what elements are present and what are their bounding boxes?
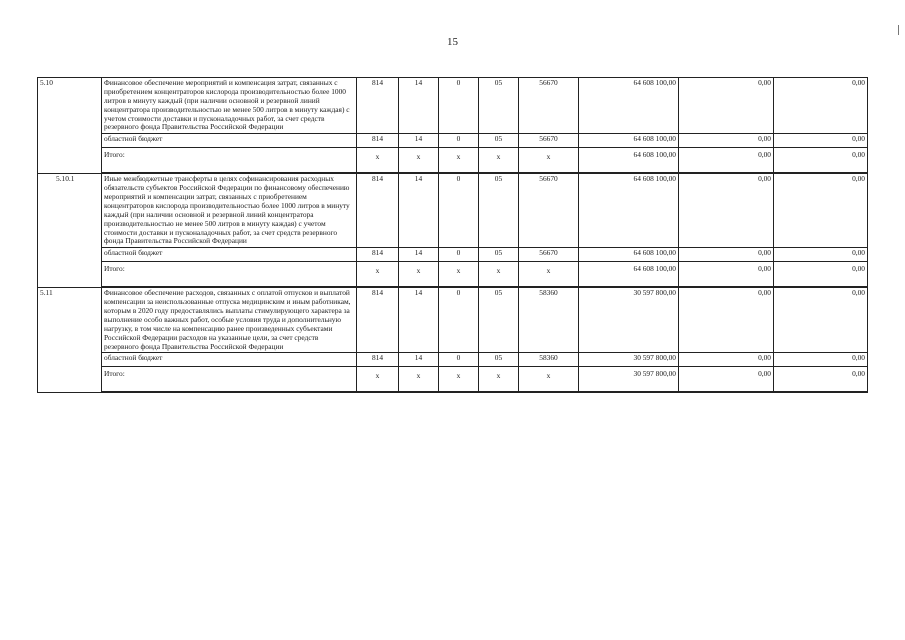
row-description: Итого:	[102, 262, 357, 288]
table-row	[38, 353, 868, 367]
budget-table	[37, 77, 868, 393]
cell-amount-2: 0,00	[679, 287, 774, 353]
cell-code-5: x	[519, 262, 579, 288]
table-row	[38, 173, 868, 248]
row-description: Финансовое обеспечение мероприятий и компенсация затрат, связанных с приобретением концентраторов кислорода производительностью более 1000 литров в минуту каждый (при наличии основной и резервной линий концентратора производительностью не менее 500 литров в минуту каждая) с учетом стоимости доставки и пусконаладочных работ, за счет средств резервного фонда Правительства Российской Федерации	[102, 78, 357, 134]
cell-amount-1: 30 597 800,00	[579, 353, 679, 367]
cell-code-1: 814	[357, 353, 399, 367]
cell-amount-2: 0,00	[679, 248, 774, 262]
cell-code-3: x	[439, 367, 479, 393]
cell-code-2: 14	[399, 287, 439, 353]
cell-amount-2: 0,00	[679, 367, 774, 393]
cell-amount-3: 0,00	[774, 134, 868, 148]
cell-code-1: 814	[357, 173, 399, 248]
cell-amount-2: 0,00	[679, 78, 774, 134]
cell-code-4: x	[479, 367, 519, 393]
cell-amount-3: 0,00	[774, 367, 868, 393]
cell-code-3: 0	[439, 173, 479, 248]
row-description: областной бюджет	[102, 353, 357, 367]
table-row	[38, 367, 868, 393]
cell-code-5: x	[519, 367, 579, 393]
cell-amount-2: 0,00	[679, 134, 774, 148]
cell-code-4: 05	[479, 287, 519, 353]
cell-code-1: 814	[357, 134, 399, 148]
row-description: Итого:	[102, 367, 357, 393]
cell-code-5: 58360	[519, 287, 579, 353]
table-row	[38, 78, 868, 134]
cell-code-3: 0	[439, 287, 479, 353]
page-number: 15	[447, 36, 458, 48]
cell-amount-1: 30 597 800,00	[579, 287, 679, 353]
table-row	[38, 148, 868, 174]
cell-code-2: x	[399, 148, 439, 174]
cell-amount-2: 0,00	[679, 173, 774, 248]
cell-amount-2: 0,00	[679, 353, 774, 367]
cell-code-2: 14	[399, 78, 439, 134]
edge-mark	[898, 25, 899, 35]
cell-code-2: x	[399, 262, 439, 288]
cell-code-2: 14	[399, 134, 439, 148]
cell-amount-2: 0,00	[679, 148, 774, 174]
row-description: областной бюджет	[102, 134, 357, 148]
cell-code-1: x	[357, 367, 399, 393]
row-description: областной бюджет	[102, 248, 357, 262]
cell-amount-3: 0,00	[774, 173, 868, 248]
cell-amount-1: 64 608 100,00	[579, 134, 679, 148]
cell-code-5: 56670	[519, 78, 579, 134]
cell-code-4: 05	[479, 134, 519, 148]
row-description: Финансовое обеспечение расходов, связанных с оплатой отпусков и выплатой компенсации за неиспользованные отпуска медицинским и иным работникам, которым в 2020 году предоставлялись выплаты стимулирующего характера за выполнение особо важных работ, особые условия труда и дополнительную нагрузку, в том числе на компенсацию ранее произведенных субъектами Российской Федерации расходов на указанные цели, за счет средств резервного фонда Правительства Российской Федерации	[102, 287, 357, 353]
table-row	[38, 287, 868, 353]
table-row	[38, 134, 868, 148]
cell-code-5: 56670	[519, 134, 579, 148]
cell-amount-3: 0,00	[774, 148, 868, 174]
cell-code-3: 0	[439, 134, 479, 148]
cell-code-5: x	[519, 148, 579, 174]
cell-amount-1: 30 597 800,00	[579, 367, 679, 393]
cell-code-2: x	[399, 367, 439, 393]
cell-code-3: x	[439, 262, 479, 288]
cell-code-4: 05	[479, 173, 519, 248]
cell-code-4: 05	[479, 78, 519, 134]
cell-code-3: 0	[439, 248, 479, 262]
cell-code-1: 814	[357, 287, 399, 353]
cell-code-4: x	[479, 262, 519, 288]
cell-code-1: x	[357, 148, 399, 174]
cell-code-4: 05	[479, 353, 519, 367]
table-row	[38, 248, 868, 262]
cell-amount-1: 64 608 100,00	[579, 262, 679, 288]
cell-code-2: 14	[399, 173, 439, 248]
cell-code-3: 0	[439, 78, 479, 134]
cell-amount-3: 0,00	[774, 248, 868, 262]
section-number: 5.11	[38, 287, 102, 392]
cell-code-1: x	[357, 262, 399, 288]
cell-code-2: 14	[399, 248, 439, 262]
cell-amount-1: 64 608 100,00	[579, 173, 679, 248]
section-number: 5.10.1	[38, 173, 102, 287]
cell-code-3: 0	[439, 353, 479, 367]
cell-code-1: 814	[357, 248, 399, 262]
cell-code-1: 814	[357, 78, 399, 134]
cell-code-4: x	[479, 148, 519, 174]
cell-amount-1: 64 608 100,00	[579, 248, 679, 262]
cell-amount-3: 0,00	[774, 353, 868, 367]
cell-amount-3: 0,00	[774, 262, 868, 288]
cell-amount-3: 0,00	[774, 78, 868, 134]
cell-code-4: 05	[479, 248, 519, 262]
cell-amount-1: 64 608 100,00	[579, 78, 679, 134]
cell-code-5: 56670	[519, 248, 579, 262]
cell-code-5: 58360	[519, 353, 579, 367]
row-description: Иные межбюджетные трансферты в целях софинансирования расходных обязательств субъектов Российской Федерации по финансовому обеспечению мероприятий и компенсации затрат, связанных с приобретением концентраторов кислорода производительностью более 1000 литров в минуту каждый (при наличии основной и резервной линий концентратора производительностью не менее 500 литров в минуту каждая) с учетом стоимости доставки и пусконаладочных работ, за счет средств резервного фонда Правительства Российской Федерации	[102, 173, 357, 248]
cell-amount-1: 64 608 100,00	[579, 148, 679, 174]
section-number: 5.10	[38, 78, 102, 174]
table-row	[38, 262, 868, 288]
cell-code-2: 14	[399, 353, 439, 367]
cell-code-5: 56670	[519, 173, 579, 248]
cell-amount-2: 0,00	[679, 262, 774, 288]
cell-amount-3: 0,00	[774, 287, 868, 353]
row-description: Итого:	[102, 148, 357, 174]
cell-code-3: x	[439, 148, 479, 174]
